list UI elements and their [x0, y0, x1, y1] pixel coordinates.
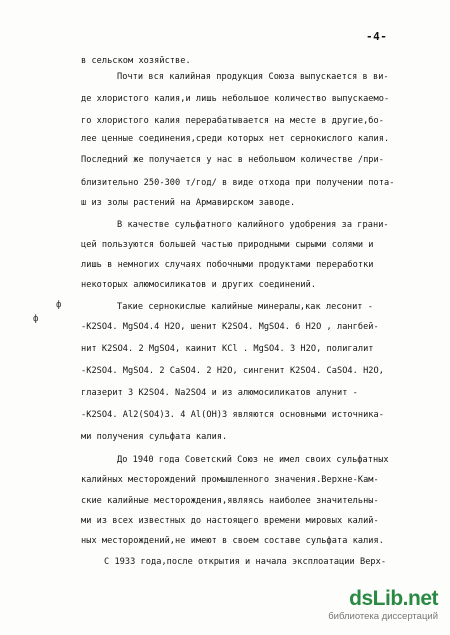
text-line: Почти вся калийная продукция Союза выпускается в ви-	[117, 72, 389, 82]
text-line: До 1940 года Советский Союз не имел своих сульфатных	[117, 455, 389, 465]
text-line: цей пользуются большей частью природными сырыми солями и	[81, 240, 374, 250]
text-line: калийных месторождений промышленного значения.Верхне-Кам-	[81, 475, 379, 485]
text-line: некоторых алюмосиликатов и других соединений.	[81, 280, 317, 290]
text-line: в сельском хозяйстве.	[81, 56, 191, 66]
text-line: В качестве сульфатного калийного удобрения за грани-	[117, 220, 389, 230]
text-line: ми из всех известных до настоящего времени мировых калий-	[81, 516, 379, 526]
watermark-subtitle: библиотека диссертаций	[328, 611, 438, 622]
page-number: -4-	[366, 30, 388, 43]
text-line: ш из золы растений на Армавирском заводе.	[81, 198, 296, 208]
watermark-logo: dsLib.net	[349, 587, 438, 610]
text-line: лее ценные соединения,среди которых нет сернокислого калия.	[81, 134, 390, 144]
text-line: ские калийные месторождения,являясь наиболее значительны-	[81, 496, 379, 506]
text-line: лишь в немногих случаях побочными продуктами переработки	[81, 260, 374, 270]
text-line: близительно 250-300 т/год/ в виде отхода при получении пота-	[81, 178, 395, 188]
text-line: ми получения сульфата калия.	[81, 432, 228, 442]
text-line: де хлористого калия,и лишь небольшое количество выпускаемо-	[81, 94, 390, 104]
text-line: -K2SO4. MgSO4.4 H2O, шенит K2SO4. MgSO4. 6 H2O , лангбей-	[81, 322, 379, 332]
margin-mark: ф	[56, 300, 62, 310]
margin-mark: ф	[33, 314, 39, 324]
text-line: Последний же получается у нас в небольшом количестве /при-	[81, 155, 384, 165]
text-line: -K2SO4. Al2(SO4)3. 4 Al(OH)3 являются основными источника-	[81, 410, 384, 420]
text-line: нит K2SO4. 2 MgSO4, каинит KCl . MgSO4. 3 H2O, полигалит	[81, 344, 374, 354]
text-line: ных месторождений,не имеют в своем составе сульфата калия.	[81, 536, 384, 546]
text-line: глазерит 3 K2SO4. Na2SO4 и из алюмосиликатов алунит -	[81, 388, 358, 398]
text-line: С 1933 года,после открытия и начала эксплоатации Верх-	[104, 557, 387, 567]
text-line: Такие сернокислые калийные минералы,как лесонит -	[117, 302, 373, 312]
watermark	[318, 587, 438, 625]
text-line: -K2SO4. MgSO4. 2 CaSO4. 2 H2O, сингенит K2SO4. CaSO4. H2O,	[81, 366, 384, 376]
text-line: го хлористого калия перерабатывается на месте в другие,бо-	[81, 116, 384, 126]
